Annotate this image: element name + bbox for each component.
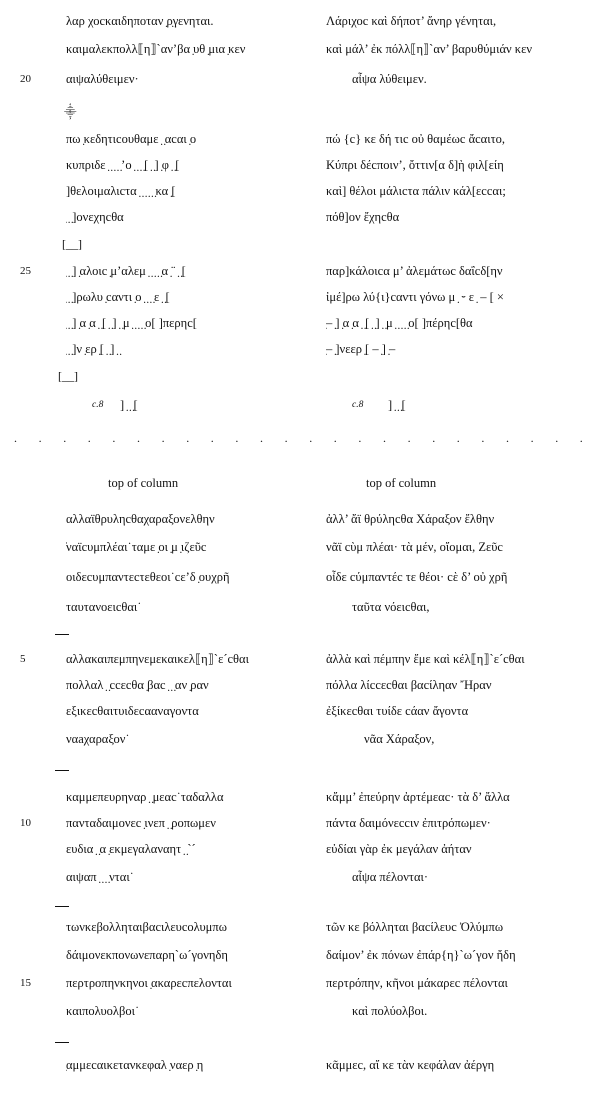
transcription-text: κᾶμμεc, αἴ κε τὰν κεφάλαν ἀέργη xyxy=(326,1058,495,1072)
gap-size-label: c.8 xyxy=(352,400,364,410)
diplomatic-text: ναaχαραξον˙ xyxy=(66,732,130,746)
transcription-text: τῶν κε βόλληται βαcίλευc Ὀλύμπω xyxy=(326,920,504,934)
separator-dot: . xyxy=(309,431,313,445)
transcription-text: Κύπρι δέcποιν’, ὄττιν[α δ]ὴ φιλ[είη xyxy=(326,158,504,172)
coronis-mark: ⸎ xyxy=(64,105,77,119)
transcription-text: κἄμμ’ ἐπεύρην ἀρτέμεαc· τὰ δ’ ἄλλα xyxy=(326,790,510,804)
top-line-8 xyxy=(0,260,603,282)
transcription-text: αἶψα πέλονται· xyxy=(352,870,429,884)
transcription-text: δαίμον’ ἐκ πόνων ἐπάρ{η}`ω´γον ἤδη xyxy=(326,948,516,962)
bottom-line-1 xyxy=(0,508,603,530)
top-line-10 xyxy=(0,312,603,334)
diplomatic-text: πω ̣κεδητιcουθαμε ̣ ̣αcαι ̣ο xyxy=(66,132,197,146)
transcription-text: πάντα δαιμόνεccιν ἐπιτρόπωμεν· xyxy=(326,816,491,830)
bracket-mark: [__] xyxy=(58,369,78,383)
diplomatic-text: αλλαϊθρυληcθαχαραξονελθην xyxy=(66,512,215,526)
separator-dot: . xyxy=(456,431,460,445)
separator-dot: . xyxy=(579,431,583,445)
top-line-1 xyxy=(0,10,603,32)
top-line-11 xyxy=(0,338,603,360)
diplomatic-text: πανταδαιμονεc ̣ινεπ ̣ ̣ροπωμεν xyxy=(66,816,216,830)
top-line-9 xyxy=(0,286,603,308)
bottom-line-2 xyxy=(0,536,603,558)
top-line-7 xyxy=(0,206,603,228)
bottom-line-13 xyxy=(0,916,603,938)
transcription-text: αἶψα λύθειμεν. xyxy=(352,72,427,86)
diplomatic-text: ̣ ̣ ̣] ̣α ̣α ̣ ̣[ ̣ ̣] ̣ ̣μ ̣ ̣ ̣ ̣ ̣ο[ ]περηc[ xyxy=(66,316,197,330)
gap-text: ] ̣ ̣ ̣[ xyxy=(120,398,138,412)
bottom-line-11 xyxy=(0,838,603,860)
separator-dot: . xyxy=(358,431,362,445)
diplomatic-text: ̣ ̣ ̣]ονεχηcθα xyxy=(66,210,124,224)
separator-dot: . xyxy=(284,431,288,445)
transcription-text: πόλλα λίccεcθαι βαcίληαν Ἤραν xyxy=(326,678,492,692)
separator-dot: . xyxy=(186,431,190,445)
bottom-line-8 xyxy=(0,728,603,750)
gap-size-label: c.8 xyxy=(92,400,104,410)
separator-dot: . xyxy=(506,431,509,445)
diplomatic-text: καιπολυολβοι˙ xyxy=(66,1004,140,1018)
diplomatic-text: λαρ χοcκαιδηποταν ̣ρ̣γενηται. xyxy=(66,14,214,28)
separator-dot: . xyxy=(14,431,17,445)
line-number-5: 5 xyxy=(20,653,26,665)
transcription-text: ̣– ̣]νεερ ̣[ – ̣] ̣– xyxy=(326,342,396,356)
transcription-text: νᾶϊ cὺμ πλέαι· τὰ μέν, οἴομαι, Ζεῦc xyxy=(326,540,503,554)
separator-dot: . xyxy=(481,431,485,445)
separator-dot: . xyxy=(137,431,140,445)
stanza-divider xyxy=(55,906,69,907)
line-number-10: 10 xyxy=(20,817,31,829)
diplomatic-text: αιψαπ ̣ ̣ ̣ ̣νται˙ xyxy=(66,870,134,884)
dotted-separator xyxy=(0,432,603,446)
stanza-divider xyxy=(55,1042,69,1043)
separator-dot: . xyxy=(333,431,337,445)
transcription-text: ταῦτα νόειcθαι, xyxy=(352,600,430,614)
bottom-line-9 xyxy=(0,786,603,808)
diplomatic-text: ταυτανοειcθαι˙ xyxy=(66,600,142,614)
separator-dot: . xyxy=(210,431,214,445)
bottom-line-5 xyxy=(0,648,603,670)
top-line-5 xyxy=(0,154,603,176)
separator-dot: . xyxy=(63,431,67,445)
stanza-divider xyxy=(55,770,69,771)
separator-dot: . xyxy=(112,431,116,445)
transcription-text: πόθ]ον ἔχηcθα xyxy=(326,210,400,224)
bottom-line-17 xyxy=(0,1054,603,1076)
separator-dot: . xyxy=(87,431,91,445)
transcription-text: ἀλλ’ ἄϊ θρύληcθα Χάραξον ἔλθην xyxy=(326,512,495,526)
diplomatic-text: πολλαλ ̣ ̣ccεcθα ̣βαc ̣ ̣ ̣αν ̣ραν xyxy=(66,678,209,692)
diplomatic-text: καμμεπευρηναρ ̣ ̣μεαc˙ταδαλλα xyxy=(66,790,224,804)
diplomatic-text: αιψαλύθειμεν· xyxy=(66,72,139,86)
bottom-line-3 xyxy=(0,566,603,588)
separator-dot: . xyxy=(38,431,42,445)
transcription-text: πώ {c} κε δή τιc οὐ θαμέωc ἄcαιτο, xyxy=(326,132,505,146)
top-line-2 xyxy=(0,38,603,60)
bottom-line-10 xyxy=(0,812,603,834)
top-line-4 xyxy=(0,128,603,150)
diplomatic-text: οιδεcυμπαντεcτεθεοι˙cε’δ ̣ουχρῆ xyxy=(66,570,230,584)
diplomatic-text: κυπριδε ̣ ̣ ̣ ̣ ̣’ο ̣ ̣ ̣ ̣[ ̣ ̣] ̣φ ̣ ̣[ xyxy=(66,158,180,172)
separator-dot: . xyxy=(383,431,386,445)
separator-dot: . xyxy=(407,431,411,445)
transcription-text: ἰμέ]ρω λύ{ι}cαντι γόνω μ ̣ ⏑ ε ̣ – [ × xyxy=(326,290,504,304)
transcription-text: περτρόπην, κῆνοι μάκαρεc πέλονται xyxy=(326,976,508,990)
diplomatic-text: ̣αμμεcαικετανκεφαλ ̣ναερ ̣η xyxy=(66,1058,204,1072)
top-gap-line xyxy=(0,394,603,416)
top-line-6 xyxy=(0,180,603,202)
transcription-text: καὶ] θέλοι μάλιcτα πάλιν κάλ[εccαι; xyxy=(326,184,506,198)
separator-dot: . xyxy=(555,431,559,445)
transcription-text: οἶδε cύμπαντέc τε θέοι· cὲ δ’ οὐ χρῆ xyxy=(326,570,508,584)
transcription-text: Λάριχοc καὶ δήποτ’ ἄνηρ γένηται, xyxy=(326,14,497,28)
diplomatic-text: τωνκεβολληταιβαcιλευcολυμπω xyxy=(66,920,227,934)
left-column-heading: top of column xyxy=(108,476,179,490)
bottom-line-6 xyxy=(0,674,603,696)
bracket-mark: [__] xyxy=(62,237,82,251)
transcription-text: νᾶα Χάραξον, xyxy=(364,732,435,746)
diplomatic-text: καιμαλεκπολλ⟦η⟧`αν’βα ̣υθ ̣μια ̣κεν xyxy=(66,42,246,56)
separator-dot: . xyxy=(161,431,165,445)
diplomatic-text: ̣ ̣ ̣]ν ̣ερ ̣[ ̣ ̣] ̣ ̣ xyxy=(66,342,121,356)
bottom-line-15 xyxy=(0,972,603,994)
diplomatic-text: αλλακαιπεμπηνεμεκαικελ⟦η⟧`ε´cθαι xyxy=(66,652,249,666)
diplomatic-text: ̣ ̣ ̣]ρωλυ ̣cαντι ̣ο ̣ ̣ ̣ ̣ε ̣ ̣[ xyxy=(66,290,170,304)
transcription-text: ἐξίκεcθαι τυίδε cάαν ἄγοντα xyxy=(326,704,469,718)
bottom-line-14 xyxy=(0,944,603,966)
transcription-text: εὐδίαι γὰρ ἐκ μεγάλαν ἀήταν xyxy=(326,842,472,856)
transcription-text: παρ]κάλοιcα μ’ ἀλεμάτωc δαΐcδ[ην xyxy=(326,264,503,278)
line-number-15: 15 xyxy=(20,977,31,989)
right-column-heading: top of column xyxy=(366,476,437,490)
diplomatic-text: ]θελοιμαλιcτα ̣ ̣ ̣ ̣ ̣ ̣κα ̣[ xyxy=(66,184,176,198)
transcription-text: καὶ πολύολβοι. xyxy=(352,1004,428,1018)
diplomatic-text: περτροπηνκηνοι ̣ακαρεcπελονται xyxy=(66,976,232,990)
separator-dot: . xyxy=(235,431,239,445)
gap-text: ] ̣ ̣ ̣[ xyxy=(388,398,406,412)
separator-dot: . xyxy=(530,431,534,445)
bottom-line-7 xyxy=(0,700,603,722)
diplomatic-text: ευδια ̣ ̣α ̣εκμεγαλαναητ ̣ ̣`ˊ xyxy=(66,842,196,856)
transcription-text: ̣– ̣] ̣α ̣α ̣ ̣[ ̣ ̣] ̣ ̣μ ̣ ̣ ̣ ̣ ̣ο[ ]πέρηc[θα xyxy=(326,316,473,330)
stanza-divider xyxy=(55,634,69,635)
bottom-line-12 xyxy=(0,866,603,888)
line-number-20: 20 xyxy=(20,73,31,85)
diplomatic-text: ̣ ̣ ̣] ̣αλοιc ̣μ’αλεμ ̣ ̣ ̣ ̣ ̣α ̣¨ ̣ ̣[ xyxy=(66,264,186,278)
line-number-25: 25 xyxy=(20,265,31,277)
bottom-line-4 xyxy=(0,596,603,618)
diplomatic-text: ̓ναϊcυμπλέαι˙ταμε ̣οι ̣μ ̣ιζεῦc xyxy=(66,540,207,554)
diplomatic-text: δάιμονεκπονωνεπαρη`ω´γονηδη xyxy=(66,948,228,962)
top-line-3 xyxy=(0,68,603,90)
separator-dot: . xyxy=(260,431,263,445)
diplomatic-text: εξικεcθαιτυιδεcααναγοντα xyxy=(66,704,199,718)
separator-dot: . xyxy=(432,431,436,445)
bottom-line-16 xyxy=(0,1000,603,1022)
transcription-text: καὶ μάλ’ ἐκ πόλλ⟦η⟧`αν’ βαρυθύμιάν κεν xyxy=(326,42,532,56)
transcription-text: ἀλλὰ καὶ πέμπην ἔμε καὶ κέλ⟦η⟧`ε´cθαι xyxy=(326,652,525,666)
